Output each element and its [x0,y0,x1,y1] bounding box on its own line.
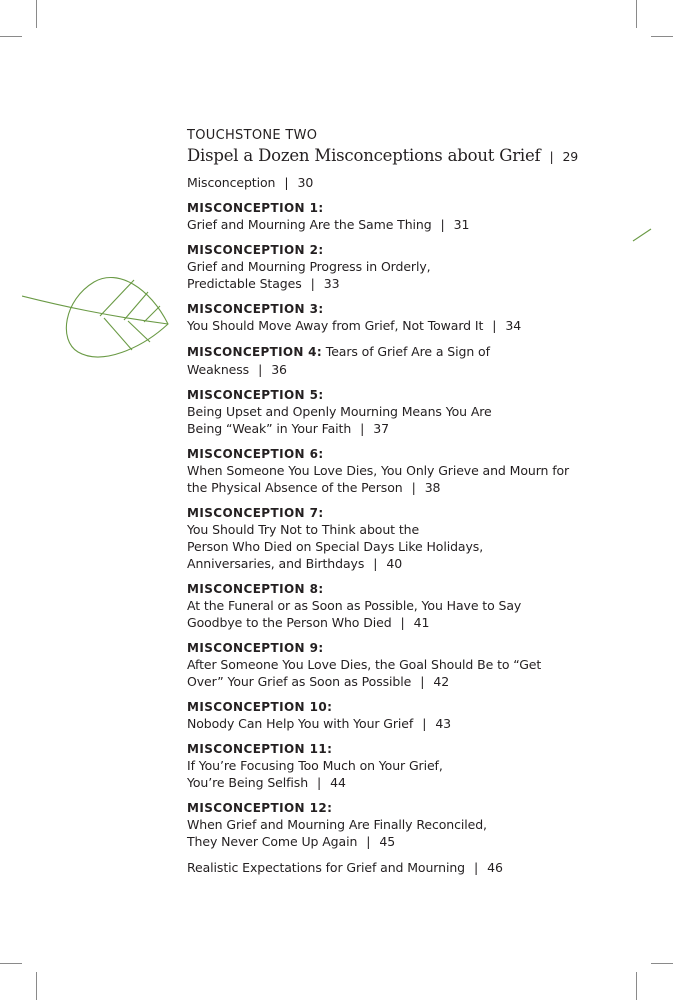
entry-title-text: Predictable Stages [187,276,302,291]
entry-heading: MISCONCEPTION 4: [187,345,322,359]
entry-title-text: Anniversaries, and Birthdays [187,556,365,571]
entry-title-line [187,317,587,334]
entry-title-text: Grief and Mourning Are the Same Thing [187,217,432,232]
crop-mark [36,972,37,1000]
leaf-outline-icon [22,270,170,362]
crop-mark [36,0,37,28]
entry-title-line [187,555,587,572]
table-of-contents [187,128,587,876]
entry-title-text: Over” Your Grief as Soon as Possible [187,674,412,689]
entry-title-line [187,538,587,555]
crop-mark [651,36,673,37]
page-number: 43 [435,716,452,731]
separator: | [373,556,378,571]
entry-title-text: Being “Weak” in Your Faith [187,421,352,436]
entry-title-text: You Should Move Away from Grief, Not Toward It [187,318,484,333]
chapter-title-text: Dispel a Dozen Misconceptions about Grief [187,146,541,165]
entry-heading: MISCONCEPTION 8: [187,582,324,596]
separator: | [400,615,405,630]
entry-title-text: When Someone You Love Dies, You Only Grieve and Mourn for [187,463,570,478]
page-number: 38 [424,480,441,495]
entry-title-line [187,216,587,233]
separator: | [549,149,554,164]
separator: | [411,480,416,495]
separator: | [420,674,425,689]
entry-title-text: You Should Try Not to Think about the [187,522,420,537]
entry-title-line [187,403,587,420]
entry-title-text: You’re Being Selfish [187,775,309,790]
separator: | [317,775,322,790]
entry-heading: MISCONCEPTION 9: [187,641,324,655]
separator: | [440,217,445,232]
toc-entries [187,174,587,876]
toc-entry [187,200,587,233]
crop-mark [0,36,22,37]
entry-title-text: Nobody Can Help You with Your Grief [187,716,414,731]
toc-entry [187,242,587,292]
section-label: TOUCHSTONE TWO [187,128,318,143]
page-number: 41 [413,615,430,630]
entry-heading: MISCONCEPTION 2: [187,243,324,257]
entry-title-text: Goodbye to the Person Who Died [187,615,392,630]
page-number: 33 [323,276,340,291]
entry-heading: MISCONCEPTION 12: [187,801,333,815]
page-number: 30 [297,175,314,190]
toc-entry [187,505,587,572]
entry-title-line [187,343,587,378]
separator: | [258,362,263,377]
entry-title-line [187,715,587,732]
entry-title-text: Tears of Grief Are a Sign of Weakness [187,344,490,377]
entry-title-text: Misconception [187,175,276,190]
toc-entry [187,699,587,732]
entry-heading: MISCONCEPTION 6: [187,447,324,461]
entry-heading: MISCONCEPTION 10: [187,700,333,714]
toc-entry [187,800,587,850]
toc-entry [187,301,587,334]
entry-title-line [187,521,587,538]
entry-title-text: After Someone You Love Dies, the Goal Should Be to “Get [187,657,542,672]
entry-title-line [187,816,587,833]
toc-entry [187,446,587,496]
crop-mark [651,963,673,964]
entry-title-text: the Physical Absence of the Person [187,480,403,495]
page-number: 42 [433,674,450,689]
entry-title-line [187,673,587,690]
crop-mark [636,0,637,28]
entry-title-text: Being Upset and Openly Mourning Means You Are [187,404,492,419]
page-number: 46 [487,860,503,875]
page-number: 31 [453,217,470,232]
entry-title-line [187,462,587,479]
entry-title-line [187,597,587,614]
entry-title-line [187,258,587,275]
entry-title-text: They Never Come Up Again [187,834,358,849]
crop-mark [0,963,22,964]
separator: | [422,716,427,731]
toc-entry [187,640,587,690]
entry-title-text: Realistic Expectations for Grief and Mourning [187,860,465,875]
entry-title-text: When Grief and Mourning Are Finally Reconciled, [187,817,487,832]
entry-title-line [187,275,587,292]
toc-entry [187,387,587,437]
entry-title-line [187,614,587,631]
entry-heading: MISCONCEPTION 5: [187,388,324,402]
page-number: 29 [562,149,578,164]
entry-heading: MISCONCEPTION 11: [187,742,333,756]
entry-title-line [187,420,587,437]
chapter-title [187,145,587,168]
separator: | [360,421,365,436]
entry-title-line [187,656,587,673]
page-number: 36 [271,362,287,377]
entry-title-text: Person Who Died on Special Days Like Holidays, [187,539,484,554]
entry-title-text: If You’re Focusing Too Much on Your Grief, [187,758,443,773]
entry-title-text: At the Funeral or as Soon as Possible, You Have to Say [187,598,522,613]
entry-heading: MISCONCEPTION 7: [187,506,324,520]
page-number: 45 [379,834,396,849]
crop-mark [636,972,637,1000]
toc-entry [187,343,587,378]
sprig-line-icon [632,228,652,242]
toc-entry [187,174,587,191]
page-number: 37 [373,421,389,436]
entry-title-line [187,479,587,496]
entry-title-line [187,174,587,191]
separator: | [366,834,371,849]
page-number: 44 [330,775,346,790]
entry-title-line [187,859,587,876]
toc-entry [187,581,587,631]
separator: | [284,175,289,190]
entry-title-line [187,833,587,850]
page-number: 34 [505,318,522,333]
entry-title-line [187,774,587,791]
entry-heading: MISCONCEPTION 3: [187,302,324,316]
separator: | [473,860,479,875]
entry-title-text: Grief and Mourning Progress in Orderly, [187,259,431,274]
entry-heading: MISCONCEPTION 1: [187,201,324,215]
separator: | [310,276,315,291]
toc-entry [187,859,587,876]
separator: | [492,318,497,333]
toc-entry [187,741,587,791]
page-number: 40 [386,556,403,571]
entry-title-line [187,757,587,774]
